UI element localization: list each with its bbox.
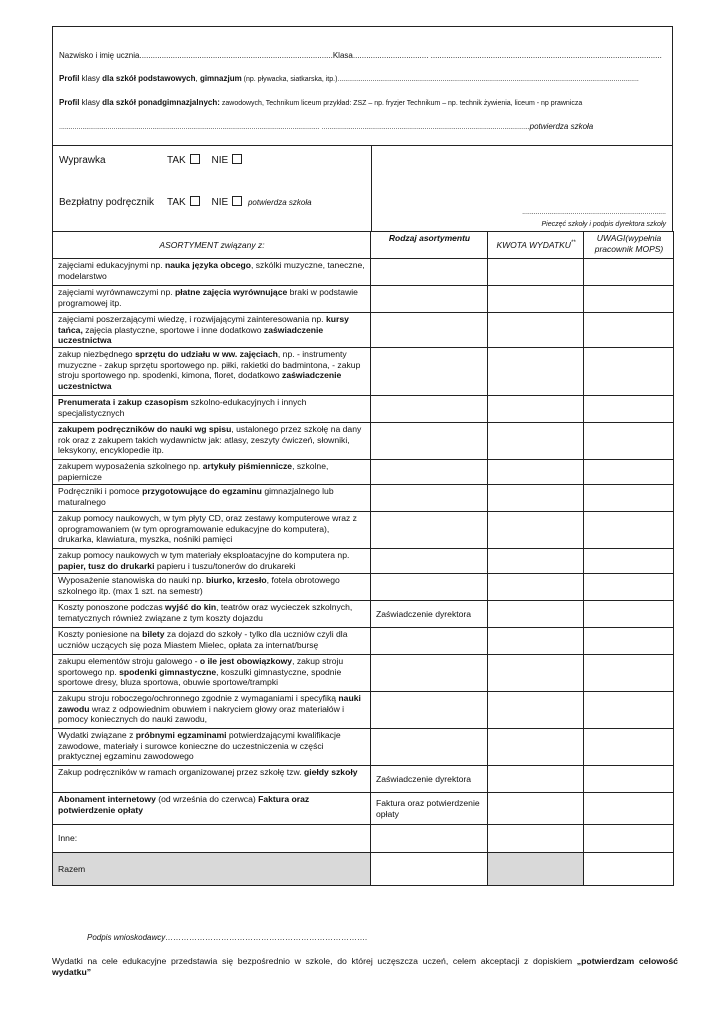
asortyment-text: , teatrów oraz wycieczek szkolnych, tematycznych również związane z tym koszty dojazdu: [58, 602, 353, 623]
table-row: [53, 766, 674, 793]
asortyment-emphasis: kursy tańca,: [58, 314, 349, 335]
kwota-header-footnote: **: [570, 239, 576, 246]
asortyment-emphasis: zaświadczenie uczestnictwa: [58, 324, 324, 346]
table-row: [53, 574, 674, 601]
footer-note-text: Wydatki na cele edukacyjne przedstawia się bezpośrednio w szkole, do której uczęszcza uczeń, celem akceptacji z dopiskiem: [52, 956, 577, 966]
rodzaj-cell[interactable]: [371, 460, 488, 485]
uwagi-cell[interactable]: [584, 853, 674, 886]
asortyment-cell: [53, 286, 371, 313]
asortyment-text: (od września do czerwca): [155, 794, 259, 804]
asortyment-cell: [53, 793, 371, 825]
uwagi-cell[interactable]: [584, 574, 674, 601]
rodzaj-cell: [371, 853, 488, 886]
asortyment-text: Koszty poniesione na: [58, 629, 143, 639]
rodzaj-cell[interactable]: [371, 825, 488, 853]
asortyment-text: papieru i tuszu/tonerów do drukareki: [154, 560, 296, 571]
table-row: [53, 655, 674, 692]
wyprawka-tak-checkbox[interactable]: [190, 154, 200, 164]
table-row: [53, 628, 674, 655]
profile-secondary-label: Profil: [59, 98, 80, 107]
uwagi-cell[interactable]: [584, 628, 674, 655]
asortyment-text: potwierdzającymi kwalifikacje zawodowe, materiały i surowce konieczne do uczestniczenia w części praktycznej egzaminu zawodowego: [58, 730, 341, 762]
asortyment-cell: [53, 729, 371, 766]
profile-confirm-dots: ...................................................................................................................................... ...........................................................................................................: [59, 124, 530, 131]
podrecznik-tak-checkbox[interactable]: [190, 196, 200, 206]
asortyment-emphasis: sprzętu do udziału w ww. zajęciach: [134, 349, 278, 359]
asortyment-text: zajęciami poszerzającymi wiedzę, i rozwijającymi zainteresowania np.: [58, 314, 326, 324]
asortyment-cell: [53, 485, 371, 512]
uwagi-cell[interactable]: [584, 692, 674, 729]
asortyment-text: zajęciami edukacyjnymi np.: [58, 260, 165, 270]
asortyment-emphasis: biurko, krzesło: [206, 575, 267, 585]
wyprawka-tak-label: TAK: [167, 155, 186, 166]
profile-primary-line[interactable]: [59, 74, 639, 83]
asortyment-text: zakup pomocy naukowych w tym materiały eksploatacyjne do komputera np.: [58, 550, 350, 560]
razem-row: [53, 853, 674, 886]
asortyment-text: Wyposażenie stanowiska do nauki np.: [58, 575, 207, 585]
asortyment-emphasis: Abonament internetowy: [58, 794, 156, 804]
rodzaj-cell[interactable]: [371, 286, 488, 313]
uwagi-cell[interactable]: [584, 766, 674, 793]
profile-confirm-label: potwierdza szkoła: [529, 122, 594, 131]
asortyment-cell: [53, 655, 371, 692]
rodzaj-cell[interactable]: [371, 485, 488, 512]
uwagi-cell[interactable]: [584, 485, 674, 512]
uwagi-cell[interactable]: [584, 793, 674, 825]
profile-primary-text: klasy: [79, 74, 103, 83]
kwota-cell[interactable]: [488, 423, 584, 460]
uwagi-cell[interactable]: [584, 549, 674, 574]
asortyment-text: za dojazd do szkoły - tylko dla uczniów czyli dla uczniów uczących się poza Miastem Mielec, opłata za internat/bursę: [58, 629, 348, 650]
asortyment-text: Wydatki związane z: [58, 730, 136, 740]
rodzaj-cell[interactable]: Zaświadczenie dyrektora: [371, 601, 488, 628]
asortyment-text: zakup pomocy naukowych, w tym płyty CD, oraz zestawy komputerowe wraz z oprogramowaniem (w tym oprogramowanie edukacyjne do komputera), drukarka, klawiatura, myszka, nośniki pamięci: [58, 513, 357, 545]
table-row: [53, 692, 674, 729]
kwota-cell[interactable]: [488, 313, 584, 348]
rodzaj-cell[interactable]: [371, 396, 488, 423]
asortyment-text: , szkolne, papiernicze: [58, 461, 329, 482]
expenses-table: [52, 231, 674, 886]
rodzaj-header: Rodzaj asortymentu: [371, 232, 488, 259]
secondary-schools-label: dla szkół ponadgimnazjalnych:: [102, 98, 220, 107]
asortyment-text: zakup niezbędnego: [58, 349, 135, 359]
kwota-cell[interactable]: [488, 574, 584, 601]
rodzaj-cell[interactable]: [371, 574, 488, 601]
uwagi-cell[interactable]: [584, 655, 674, 692]
uwagi-cell[interactable]: [584, 512, 674, 549]
table-row: [53, 460, 674, 485]
table-row: [53, 601, 674, 628]
uwagi-cell[interactable]: [584, 396, 674, 423]
table-row: [53, 348, 674, 396]
table-row: [53, 286, 674, 313]
kwota-cell[interactable]: [488, 549, 584, 574]
razem-kwota-cell[interactable]: [488, 853, 584, 886]
asortyment-cell: [53, 601, 371, 628]
kwota-cell[interactable]: [488, 793, 584, 825]
asortyment-emphasis: Prenumerata i zakup czasopism: [58, 397, 189, 407]
asortyment-emphasis: bilety: [142, 629, 165, 639]
table-row: [53, 423, 674, 460]
asortyment-text: zajęcia plastyczne, sportowe i inne dodatkowo: [82, 324, 264, 335]
profile-confirm-line[interactable]: [59, 122, 593, 131]
profile-primary-example: (np. pływacka, siatkarska, itp.)...........................................................................................................................................................: [241, 76, 639, 83]
uwagi-cell[interactable]: [584, 348, 674, 396]
kwota-header-text: KWOTA WYDATKU: [496, 239, 571, 250]
rodzaj-cell[interactable]: Zaświadczenie dyrektora: [371, 766, 488, 793]
gimnazjum-label: gimnazjum: [199, 74, 242, 83]
inne-row: [53, 825, 674, 853]
asortyment-emphasis: Faktura oraz potwierdzenie opłaty: [58, 794, 310, 815]
razem-label: Razem: [53, 853, 371, 886]
asortyment-text: szkolno-edukacyjnych i innych specjalistycznych: [58, 397, 307, 418]
kwota-cell[interactable]: [488, 601, 584, 628]
asortyment-cell: [53, 348, 371, 396]
asortyment-cell: [53, 692, 371, 729]
asortyment-cell: [53, 259, 371, 286]
asortyment-cell: [53, 313, 371, 348]
asortyment-text: Zakup podręczników w ramach organizowanej przez szkołę tzw.: [58, 767, 304, 777]
podrecznik-row: [59, 197, 154, 208]
wyprawka-row: [59, 155, 106, 166]
profile-secondary-text: klasy: [79, 98, 103, 107]
podrecznik-choices: [167, 197, 312, 208]
asortyment-cell: [53, 460, 371, 485]
table-row: [53, 396, 674, 423]
uwagi-cell[interactable]: [584, 286, 674, 313]
kwota-cell[interactable]: [488, 692, 584, 729]
asortyment-text: zakupem wyposażenia szkolnego np.: [58, 461, 203, 471]
profile-primary-label: Profil: [59, 74, 80, 83]
profile-secondary-example: zawodowych, Technikum liceum przykład: ZSZ – np. fryzjer Technikum – np. technik żywienia, liceum - np prawnicza: [219, 100, 583, 107]
asortyment-emphasis: papier, tusz do drukarki: [58, 560, 155, 571]
asortyment-emphasis: przygotowujące do egzaminu: [142, 486, 262, 496]
rodzaj-cell[interactable]: [371, 655, 488, 692]
kwota-cell[interactable]: [488, 512, 584, 549]
rodzaj-cell[interactable]: [371, 313, 488, 348]
profile-secondary-line[interactable]: [59, 98, 582, 107]
inne-label: Inne:: [53, 825, 371, 853]
kwota-cell[interactable]: [488, 729, 584, 766]
podrecznik-nie-checkbox[interactable]: [232, 196, 242, 206]
asortyment-cell: [53, 396, 371, 423]
asortyment-text: Podręczniki i pomoce: [58, 486, 143, 496]
asortyment-emphasis: artykuły piśmiennicze: [202, 461, 293, 471]
rodzaj-cell[interactable]: [371, 692, 488, 729]
wyprawka-nie-label: NIE: [211, 155, 229, 166]
uwagi-cell[interactable]: [584, 313, 674, 348]
podrecznik-nie-label: NIE: [211, 197, 229, 208]
stamp-line: ..........................................................................: [522, 209, 666, 216]
rodzaj-cell[interactable]: [371, 729, 488, 766]
asortyment-text: , fotela obrotowego szkolnego itp. (max 1 szt. na semestr): [58, 575, 340, 596]
uwagi-cell[interactable]: [584, 423, 674, 460]
asortyment-text: , zakup stroju sportowego np.: [58, 656, 344, 677]
uwagi-cell[interactable]: [584, 259, 674, 286]
asortyment-cell: [53, 766, 371, 793]
wyprawka-nie-checkbox[interactable]: [232, 154, 242, 164]
table-row: [53, 549, 674, 574]
rodzaj-cell[interactable]: [371, 259, 488, 286]
wyprawka-choices: [167, 155, 245, 166]
asortyment-cell: [53, 574, 371, 601]
uwagi-header: UWAGI(wypełnia pracownik MOPS): [584, 232, 674, 259]
primary-schools-label: dla szkół podstawowych: [102, 74, 196, 83]
wyprawka-label: Wyprawka: [59, 155, 106, 166]
applicant-signature-line[interactable]: Podpis wnioskodawcy………………………………………………………………….: [87, 933, 368, 942]
asortyment-emphasis: zaświadczenie uczestnictwa: [58, 370, 342, 391]
asortyment-text: zakupu elementów stroju galowego -: [58, 656, 200, 666]
kwota-cell[interactable]: [488, 348, 584, 396]
asortyment-emphasis: nauka języka obcego: [165, 260, 251, 270]
kwota-cell[interactable]: [488, 286, 584, 313]
kwota-cell[interactable]: [488, 485, 584, 512]
table-row: [53, 259, 674, 286]
asortyment-cell: [53, 628, 371, 655]
asortyment-text: , ustalonego przez szkołę na dany rok oraz z zakupem takich wydawnictw jak: atlasy, zeszyty ćwiczeń, słowniki, leksykony, encyklopedie itp.: [58, 424, 362, 456]
asortyment-emphasis: wyjść do kin: [165, 602, 217, 612]
asortyment-text: wraz z odpowiednim obuwiem i nakryciem głowy oraz materiałów i pomocy koniecznych do nauki zawodu,: [58, 703, 345, 725]
table-row: [53, 313, 674, 348]
table-row: [53, 512, 674, 549]
uwagi-cell[interactable]: [584, 460, 674, 485]
stamp-label: Pieczęć szkoły i podpis dyrektora szkoły: [541, 221, 666, 228]
uwagi-cell[interactable]: [584, 601, 674, 628]
asortyment-text: , koszulki gimnastyczne, spodnie sportowe dresy, bluza sportowa, obuwie sportowe/trampki: [58, 666, 342, 688]
asortyment-emphasis: nauki zawodu: [58, 693, 361, 714]
asortyment-emphasis: giełdy szkoły: [304, 767, 358, 777]
asortyment-text: gimnazjalnego lub maturalnego: [58, 486, 334, 507]
kwota-header: [488, 232, 584, 259]
asortyment-text: , np. - instrumenty muzyczne - zakup sprzętu sportowego np. piłki, rakietki do badmintona, - zakup stroju sportowego np. spodenki, kimona, floret, dodatkowo: [58, 349, 361, 381]
podrecznik-tak-label: TAK: [167, 197, 186, 208]
kwota-cell[interactable]: [488, 396, 584, 423]
podrecznik-confirm-label: potwierdza szkoła: [247, 198, 312, 207]
asortyment-cell: [53, 512, 371, 549]
asortyment-text: zajęciami wyrównawczymi np.: [58, 287, 176, 297]
footer-note-emphasis: „potwierdzam celowość wydatku”: [52, 956, 678, 978]
asortyment-emphasis: zakupem podręczników do nauki wg spisu: [58, 424, 232, 434]
asortyment-emphasis: płatne zajęcia wyrównujące: [175, 287, 288, 297]
separator-text: ,: [195, 74, 200, 83]
kwota-cell[interactable]: [488, 628, 584, 655]
table-row: [53, 729, 674, 766]
asortyment-header: ASORTYMENT związany z:: [53, 232, 371, 259]
asortyment-text: braki w podstawie programowej itp.: [58, 287, 358, 308]
rodzaj-cell[interactable]: [371, 423, 488, 460]
options-divider: [371, 145, 372, 232]
table-header-row: [53, 232, 674, 259]
podrecznik-label: Bezpłatny podręcznik: [59, 197, 155, 208]
rodzaj-cell[interactable]: Faktura oraz potwierdzenie opłaty: [371, 793, 488, 825]
footer-note: [52, 956, 678, 979]
table-row: [53, 793, 674, 825]
student-name-class-line[interactable]: Nazwisko i imię ucznia.......................................................................................Klasa.................................. ........................................................................................................: [59, 51, 662, 60]
asortyment-text: Koszty ponoszone podczas: [58, 602, 166, 612]
kwota-cell[interactable]: [488, 766, 584, 793]
kwota-cell[interactable]: [488, 460, 584, 485]
kwota-cell[interactable]: [488, 259, 584, 286]
student-info-box: [52, 26, 673, 146]
table-row: [53, 485, 674, 512]
kwota-cell[interactable]: [488, 825, 584, 853]
asortyment-emphasis: próbnymi egzaminami: [135, 730, 227, 740]
uwagi-cell[interactable]: [584, 729, 674, 766]
options-box: [52, 145, 673, 232]
rodzaj-cell[interactable]: [371, 348, 488, 396]
rodzaj-cell[interactable]: [371, 628, 488, 655]
uwagi-cell[interactable]: [584, 825, 674, 853]
rodzaj-cell[interactable]: [371, 549, 488, 574]
rodzaj-cell[interactable]: [371, 512, 488, 549]
asortyment-emphasis: spodenki gimnastyczne: [119, 666, 217, 677]
asortyment-text: zakupu stroju roboczego/ochronnego zgodnie z wymaganiami i specyfiką: [58, 693, 339, 703]
asortyment-cell: [53, 423, 371, 460]
asortyment-emphasis: o ile jest obowiązkowy: [199, 656, 293, 666]
kwota-cell[interactable]: [488, 655, 584, 692]
asortyment-cell: [53, 549, 371, 574]
asortyment-text: , szkólki muzyczne, taneczne, modelarstwo: [58, 260, 365, 281]
